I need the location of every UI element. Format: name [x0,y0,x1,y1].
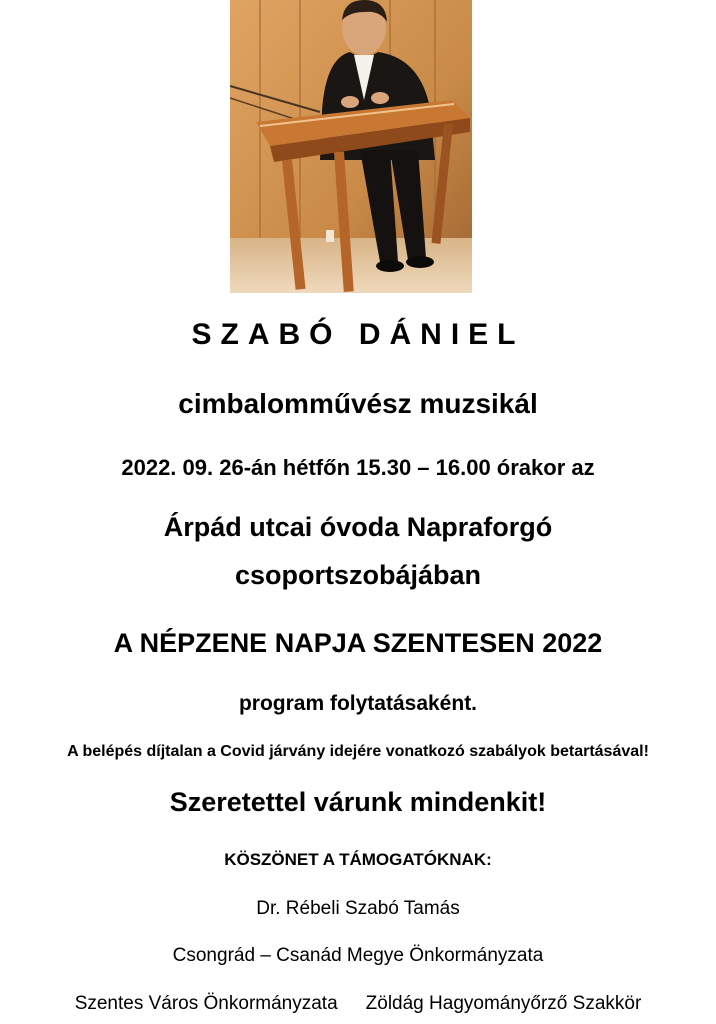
sponsor-row [0,993,716,1015]
performer-name: SZABÓ DÁNIEL [191,318,525,351]
thanks-heading: KÖSZÖNET A TÁMOGATÓKNAK: [224,850,492,869]
sponsor-1: Dr. Rébeli Szabó Tamás [256,898,460,919]
sponsor-2: Csongrád – Csanád Megye Önkormányzata [172,945,544,966]
venue-line-1: Árpád utcai óvoda Napraforgó [163,512,553,542]
performer-photo [230,0,472,293]
event-title: A NÉPZENE NAPJA SZENTESEN 2022 [113,628,603,658]
event-datetime: 2022. 09. 26-án hétfőn 15.30 – 16.00 órakor az [121,455,595,480]
cimbalom-player-photo [230,0,472,293]
performer-subtitle: cimbalomművész muzsikál [178,388,538,419]
sponsor-4: Zöldág Hagyományőrző Szakkör [365,993,642,1014]
program-continuation: program folytatásaként. [238,692,478,715]
entry-note: A belépés díjtalan a Covid járvány idejére vonatkozó szabályok betartásával! [67,743,649,760]
venue-line-2: csoportszobájában [234,560,482,590]
sponsor-3: Szentes Város Önkormányzata [74,993,338,1014]
welcome-message: Szeretettel várunk mindenkit! [169,787,547,817]
